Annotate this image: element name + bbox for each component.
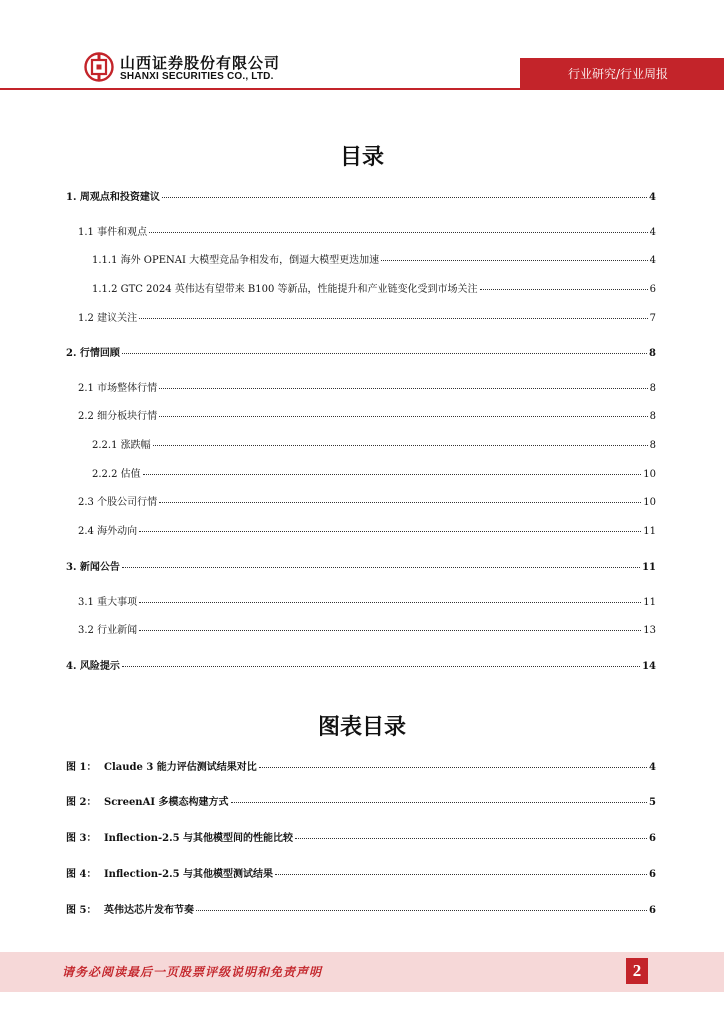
- company-name-en: SHANXI SECURITIES CO., LTD.: [120, 71, 274, 82]
- toc-leader-dots: [381, 260, 647, 261]
- toc-item[interactable]: [92, 251, 656, 266]
- toc-item[interactable]: [92, 280, 656, 295]
- toc-leader-dots: [143, 474, 642, 475]
- toc-item-label: 1. 周观点和投资建议: [66, 192, 160, 203]
- toc-item-label: 3.1 重大事项: [78, 597, 138, 608]
- figure-page: 4: [649, 762, 656, 773]
- page-header: [0, 0, 724, 100]
- toc-item-page: 8: [649, 411, 656, 422]
- figure-item[interactable]: [66, 865, 656, 880]
- toc-item[interactable]: [92, 465, 656, 480]
- company-name-cn: 山西证券股份有限公司: [120, 54, 281, 72]
- toc-item-page: 4: [649, 227, 656, 238]
- figure-page: 6: [649, 869, 656, 880]
- toc-item[interactable]: [78, 493, 656, 508]
- toc-leader-dots: [259, 767, 647, 768]
- toc-leader-dots: [162, 197, 647, 198]
- toc-item[interactable]: [66, 188, 656, 203]
- toc-item-label: 2.1 市场整体行情: [78, 383, 158, 394]
- figures-title: 图表目录: [317, 715, 406, 740]
- toc-item-label: 1.2 建议关注: [78, 313, 138, 324]
- toc-item-label: 2.2.2 估值: [92, 469, 141, 480]
- toc-leader-dots: [139, 318, 648, 319]
- company-logo-icon: [84, 52, 114, 82]
- figure-number: 图 2：: [66, 797, 97, 808]
- toc-leader-dots: [122, 666, 640, 667]
- toc-leader-dots: [159, 416, 648, 417]
- header-divider: [0, 88, 724, 90]
- figure-number: 图 3：: [66, 833, 97, 844]
- toc-item-label: 2. 行情回顾: [66, 348, 120, 359]
- toc-leader-dots: [159, 388, 648, 389]
- figure-label: Claude 3 能力评估测试结果对比: [104, 762, 257, 773]
- figure-label: 英伟达芯片发布节奏: [104, 905, 194, 916]
- figure-label: Inflection-2.5 与其他模型测试结果: [104, 869, 274, 880]
- toc-item[interactable]: [78, 407, 656, 422]
- toc-leader-dots: [139, 630, 641, 631]
- figure-item[interactable]: [66, 829, 656, 844]
- toc-item-label: 2.2 细分板块行情: [78, 411, 158, 422]
- toc-item[interactable]: [78, 309, 656, 324]
- figure-label: Inflection-2.5 与其他模型间的性能比较: [104, 833, 294, 844]
- figure-label: ScreenAI 多模态构建方式: [104, 797, 229, 808]
- toc-item-label: 2.3 个股公司行情: [78, 497, 158, 508]
- toc-item-page: 10: [643, 469, 656, 480]
- toc-leader-dots: [153, 445, 648, 446]
- toc-item-page: 10: [643, 497, 656, 508]
- toc-item-page: 8: [649, 383, 656, 394]
- toc-item-label: 1.1.2 GTC 2024 英伟达有望带来 B100 等新品，性能提升和产业链变化受到市场关注: [92, 284, 478, 295]
- toc-item-page: 11: [643, 597, 656, 608]
- figure-number: 图 5：: [66, 905, 97, 916]
- toc-item-label: 2.2.1 涨跌幅: [92, 440, 151, 451]
- toc-leader-dots: [122, 567, 640, 568]
- toc-item[interactable]: [78, 379, 656, 394]
- toc-item-page: 14: [642, 661, 656, 672]
- toc-leader-dots: [480, 289, 648, 290]
- toc-item-label: 4. 风险提示: [66, 661, 120, 672]
- toc-item[interactable]: [66, 657, 656, 672]
- toc-item-page: 8: [649, 348, 656, 359]
- figure-number: 图 1：: [66, 762, 97, 773]
- toc-item-page: 13: [643, 625, 656, 636]
- toc-item[interactable]: [66, 558, 656, 573]
- toc-item-label: 3.2 行业新闻: [78, 625, 138, 636]
- toc-leader-dots: [139, 531, 641, 532]
- toc-item[interactable]: [92, 436, 656, 451]
- toc-item[interactable]: [78, 522, 656, 537]
- toc-item[interactable]: [66, 344, 656, 359]
- toc-leader-dots: [275, 874, 647, 875]
- category-tab: [520, 58, 724, 88]
- toc-item-label: 1.1.1 海外 OPENAI 大模型竞品争相发布，倒逼大模型更迭加速: [92, 255, 380, 266]
- figure-item[interactable]: [66, 758, 656, 773]
- toc-title: 目录: [339, 145, 384, 170]
- toc-item[interactable]: [78, 223, 656, 238]
- toc-item-page: 4: [649, 192, 656, 203]
- toc-leader-dots: [231, 802, 648, 803]
- figure-page: 6: [649, 905, 656, 916]
- category-label: 行业研究/行业周报: [567, 67, 668, 81]
- toc-leader-dots: [295, 838, 647, 839]
- toc-leader-dots: [159, 502, 641, 503]
- toc-item-page: 11: [642, 562, 656, 573]
- figure-page: 6: [649, 833, 656, 844]
- toc-item-page: 4: [649, 255, 656, 266]
- figure-item[interactable]: [66, 793, 656, 808]
- toc-item-page: 7: [649, 313, 656, 324]
- toc-leader-dots: [139, 602, 641, 603]
- toc-leader-dots: [149, 232, 648, 233]
- figure-number: 图 4：: [66, 869, 97, 880]
- toc-item-label: 2.4 海外动向: [78, 526, 138, 537]
- footer-disclaimer: 请务必阅读最后一页股票评级说明和免责声明: [62, 965, 323, 979]
- page-number: 2: [626, 958, 648, 984]
- toc-item-page: 8: [649, 440, 656, 451]
- toc-item-label: 1.1 事件和观点: [78, 227, 148, 238]
- toc-item[interactable]: [78, 593, 656, 608]
- toc-item[interactable]: [78, 621, 656, 636]
- toc-item-label: 3. 新闻公告: [66, 562, 120, 573]
- figure-page: 5: [649, 797, 656, 808]
- toc-leader-dots: [196, 910, 647, 911]
- figure-item[interactable]: [66, 901, 656, 916]
- toc-item-page: 6: [649, 284, 656, 295]
- toc-item-page: 11: [643, 526, 656, 537]
- toc-leader-dots: [122, 353, 647, 354]
